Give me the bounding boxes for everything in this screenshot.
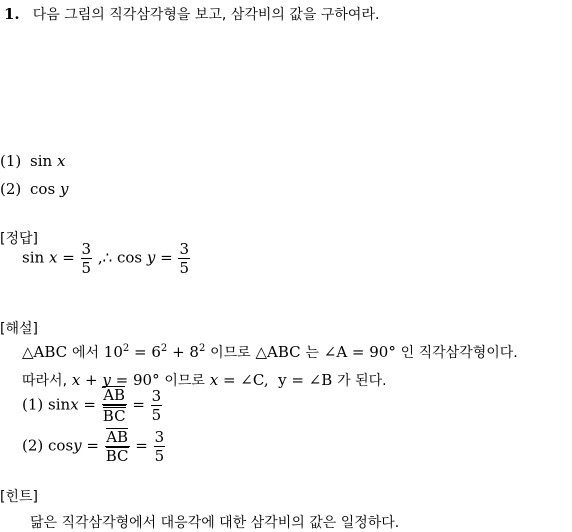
segment: AB [106,428,129,446]
text: 이므로 [210,345,251,361]
denominator: 5 [154,447,165,465]
triangle-name: ABC [267,343,301,361]
exponent: 2 [160,343,168,354]
part-2 [0,180,68,198]
text: 따라서, [22,373,68,389]
number: 10 [103,343,123,361]
angle: C [252,371,264,389]
text: 이므로 [164,373,205,389]
angle: A [336,343,348,361]
problem-statement [4,4,379,24]
numerator: 3 [81,240,92,258]
angle: B [321,371,333,389]
hint-text: 닮은 직각삼각형에서 대응각에 대한 삼각비의 값은 일정하다. [30,515,400,531]
segment: BC [102,407,126,425]
number: 6 [151,343,161,361]
answer-heading: [정답] [0,231,38,247]
part-label: (2) [0,180,22,198]
fraction [154,428,166,465]
func-name: sin [30,152,53,170]
exponent: 2 [122,343,130,354]
explanation-line-1: △ABC 에서 $10^2 = 6^2 + 8^2$ 이므로 △ABC 는 ∠A = 90° 인 직각삼각형이다. [22,343,518,361]
explanation-line-2: 따라서, x + y = 90° 이므로 x = ∠C, y = ∠B 가 된다. [22,371,387,389]
fraction [151,387,163,424]
variable: x [48,248,58,267]
numerator: 3 [179,240,190,258]
part-label: (1) [22,395,44,414]
question-text: 다음 그림의 직각삼각형을 보고, 삼각비의 값을 구하여라. [32,7,380,23]
segment: BC [105,447,129,465]
func-name: cos [30,180,56,198]
part-label: (1) [0,152,22,170]
part-label: (2) [22,436,44,455]
number: 90 [369,343,389,361]
denominator: 5 [179,259,190,277]
fraction [178,240,190,277]
fraction [105,428,130,465]
separator: ,∴ [97,248,113,267]
denominator: 5 [151,406,162,424]
numerator: 3 [151,387,162,405]
triangle-name: ABC [33,343,68,361]
hint-heading: [힌트] [0,489,38,505]
explanation-heading: [해설] [0,321,38,337]
text: 인 직각삼각형이다. [400,345,518,361]
func-name: cos [116,248,143,267]
func-name: sin [22,248,45,267]
segment: AB [103,386,126,404]
text: 는 [305,345,319,361]
fraction [81,240,93,277]
text: 에서 [71,345,100,361]
problem-number: 1. [4,5,20,23]
numerator: 3 [154,428,165,446]
number: 8 [189,343,199,361]
denominator: 5 [81,259,92,277]
explanation-part-2: (2) cosy = $\frac{AB}{BC}$ = $\frac{3}{5}$ [22,428,165,465]
exponent: 2 [198,343,206,354]
variable: x [56,152,66,170]
variable: y [146,248,156,267]
part-1 [0,152,65,170]
fraction [102,386,127,425]
answer-formula: sin x = $\frac{3}{5}$ ,∴ cos y = $\frac{3}{5}$ [22,240,190,277]
explanation-part-1: (1) sinx = $\frac{AB}{BC}$ = $\frac{3}{5}$ [22,386,162,425]
variable: y [59,180,69,198]
text: 가 된다. [337,373,387,389]
number: 90 [132,371,153,389]
